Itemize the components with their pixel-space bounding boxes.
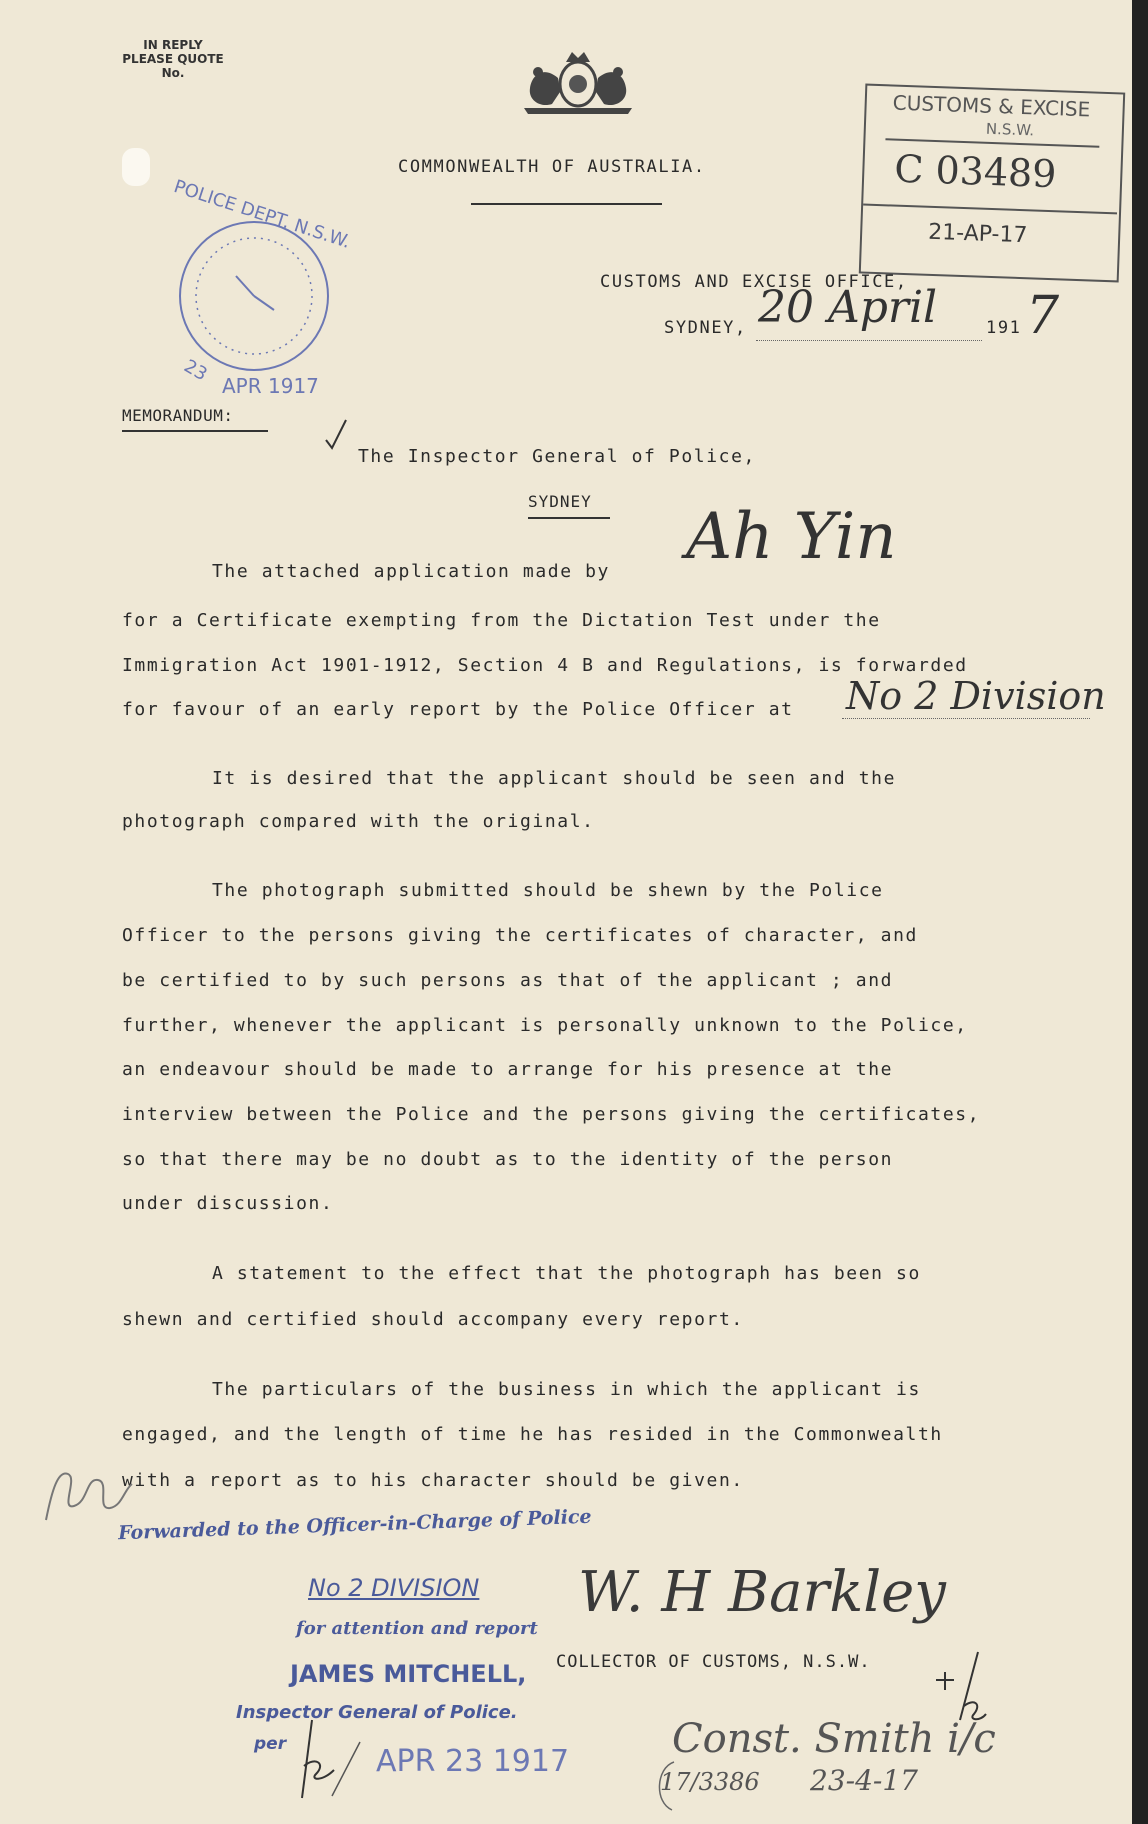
reply-note-line: No. (161, 66, 185, 80)
customs-stamp-date: 21-AP-17 (927, 219, 1028, 249)
applicant-name: Ah Yin (686, 500, 897, 574)
date-line (756, 340, 982, 341)
bottom-note-date: 23-4-17 (810, 1764, 918, 1797)
forward-line3: for attention and report (296, 1618, 538, 1639)
punch-hole (122, 148, 150, 186)
forward-name: JAMES MITCHELL, (290, 1660, 527, 1688)
p3-line: interview between the Police and the persons giving the certificates, (122, 1104, 981, 1125)
forward-per: per (254, 1734, 287, 1754)
p1-line: for favour of an early report by the Police Officer at (122, 699, 794, 720)
customs-stamp (859, 84, 1125, 283)
customs-stamp-line1: CUSTOMS & EXCISE (892, 90, 1091, 122)
p5-line: The particulars of the business in which the applicant is (212, 1379, 921, 1400)
forward-date: APR 23 1917 (376, 1744, 570, 1779)
p4-line: shewn and certified should accompany every report. (122, 1309, 744, 1330)
p2-line: photograph compared with the original. (122, 811, 595, 832)
p3-line: further, whenever the applicant is personally unknown to the Police, (122, 1015, 968, 1036)
initials-scribble-icon (38, 1460, 138, 1530)
date-handwritten: 20 April (758, 282, 938, 333)
police-clock-stamp-icon (138, 192, 370, 402)
office-name: CUSTOMS AND EXCISE OFFICE, (600, 272, 908, 292)
p3-line: so that there may be no doubt as to the identity of the person (122, 1149, 894, 1170)
addressee-line1: The Inspector General of Police, (358, 446, 756, 467)
p5-line: with a report as to his character should be given. (122, 1470, 744, 1491)
collector-title: COLLECTOR OF CUSTOMS, N.S.W. (556, 1652, 871, 1672)
page-edge (1132, 0, 1148, 1824)
p3-line: under discussion. (122, 1193, 334, 1214)
coat-of-arms-icon (510, 48, 646, 114)
city-label: SYDNEY, (664, 318, 747, 338)
signature: W. H Barkley (578, 1560, 946, 1625)
title-underline (471, 203, 662, 205)
p3-line: Officer to the persons giving the certificates of character, and (122, 925, 918, 946)
addressee-line2: SYDNEY (528, 492, 592, 511)
p1-line: for a Certificate exempting from the Dictation Test under the (122, 610, 881, 631)
forward-division: No 2 DIVISION (308, 1574, 480, 1602)
p1-line: Immigration Act 1901-1912, Section 4 B and Regulations, is forwarded (122, 655, 968, 676)
reply-note-line: IN REPLY (143, 38, 203, 52)
forward-line1: Forwarded to the Officer-in-Charge of Police (117, 1505, 592, 1545)
p5-line: engaged, and the length of time he has resided in the Commonwealth (122, 1424, 943, 1445)
police-stamp-date: APR 1917 (222, 374, 319, 398)
bottom-note-ref: 17/3386 (660, 1768, 760, 1796)
addressee-underline (528, 517, 610, 519)
p1-line: The attached application made by (212, 561, 610, 582)
bottom-note-line1: Const. Smith i/c (672, 1716, 996, 1762)
police-stamp-ring: POLICE DEPT. N.S.W. (171, 176, 353, 253)
forward-title: Inspector General of Police. (236, 1702, 518, 1723)
division-line (842, 718, 1090, 719)
p2-line: It is desired that the applicant should be seen and the (212, 768, 897, 789)
check-mark-icon (324, 418, 348, 452)
reply-note (118, 38, 228, 80)
p3-line: be certified to by such persons as that of the applicant ; and (122, 970, 894, 991)
p3-line: The photograph submitted should be shewn by the Police (212, 880, 884, 901)
p4-line: A statement to the effect that the photograph has been so (212, 1263, 921, 1284)
customs-stamp-number: C 03489 (893, 146, 1058, 197)
memo-label: MEMORANDUM: (122, 406, 234, 425)
year-suffix: 7 (1026, 286, 1060, 346)
reply-note-line: PLEASE QUOTE (122, 52, 224, 66)
page-title: COMMONWEALTH OF AUSTRALIA. (398, 157, 706, 177)
forward-initial-scribble-icon (282, 1716, 362, 1802)
memo-underline (122, 430, 268, 432)
customs-stamp-line2: N.S.W. (985, 119, 1035, 140)
year-prefix: 191 (986, 318, 1022, 338)
p3-line: an endeavour should be made to arrange for his presence at the (122, 1059, 894, 1080)
police-division: No 2 Division (846, 674, 1106, 718)
bottom-note-bracket-icon (648, 1758, 678, 1814)
police-stamp-day: 23 (180, 355, 211, 386)
